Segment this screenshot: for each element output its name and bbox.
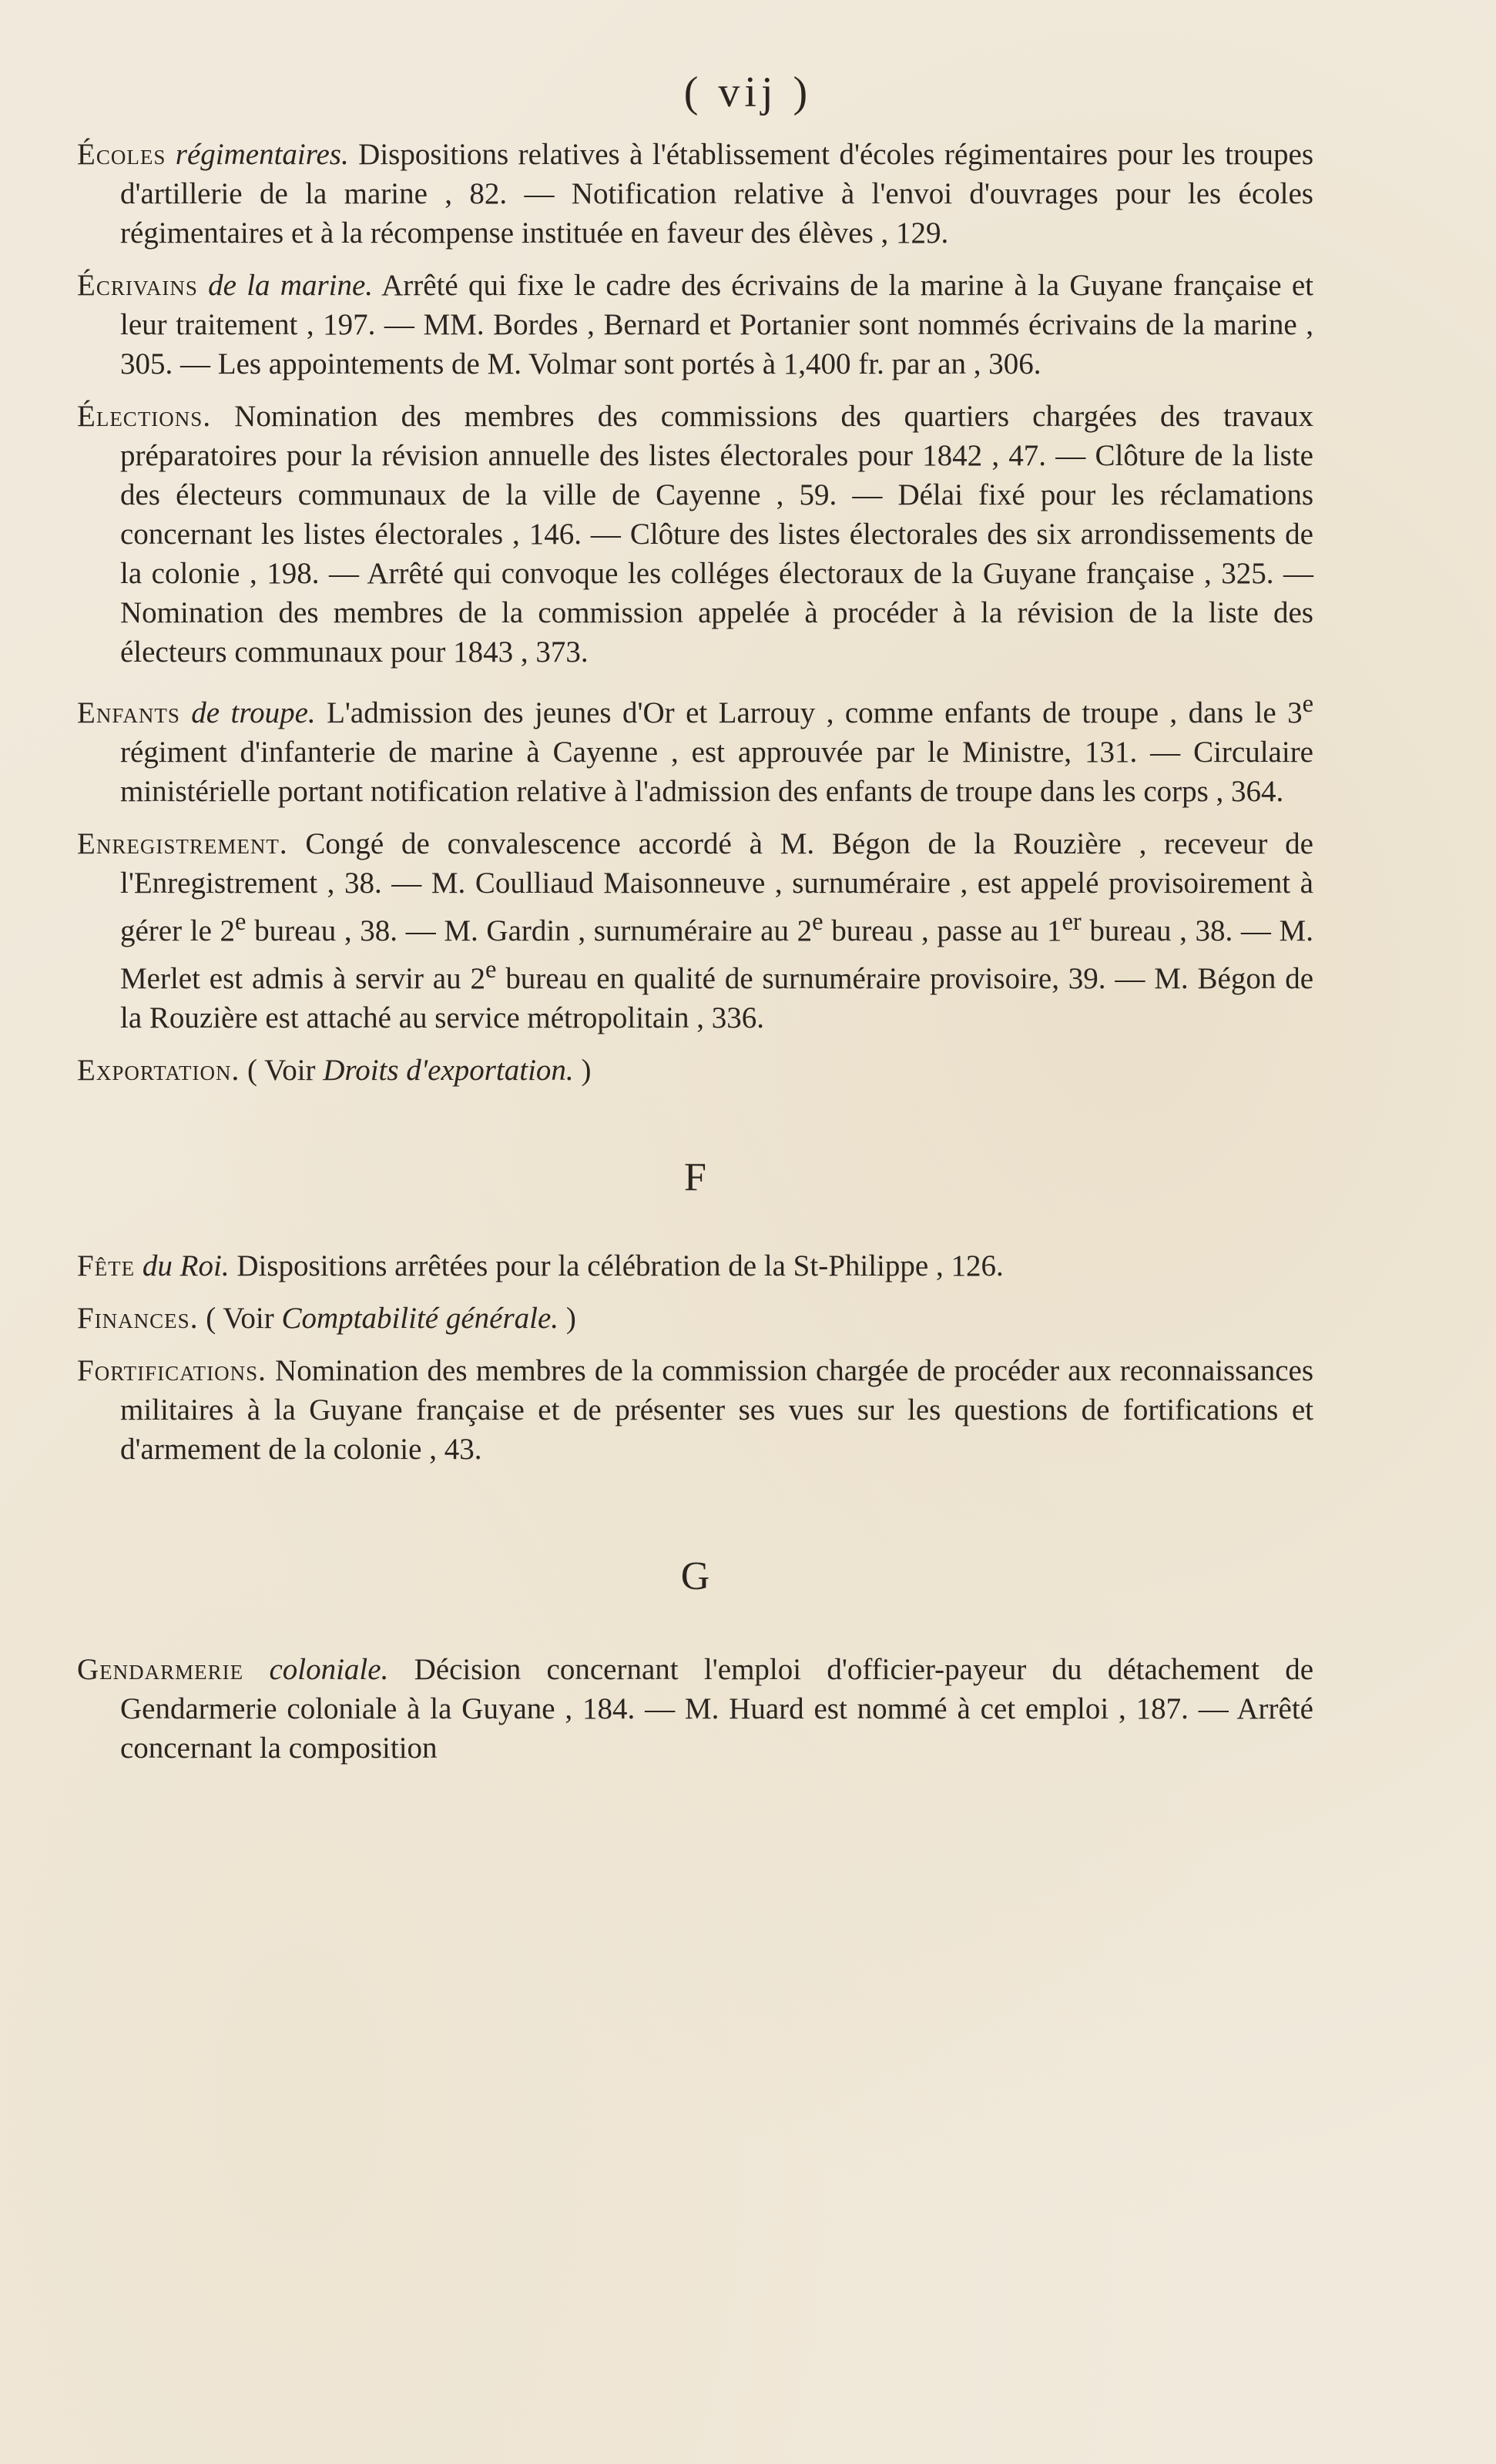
entry-text: Dispositions relatives à l'établissement d'écoles régimentaires pour les troupes d'artillerie de la marine , 82. — Notification relative à l'envoi d'ouvrages pour les écoles régimentaires et à la récompense instituée en faveur des élèves , 129. [120, 138, 1313, 250]
section-letter-g: G [680, 1554, 710, 1598]
page-number: ( vij ) [683, 69, 813, 116]
entry-head-italic: de la marine. [208, 269, 374, 302]
entry-head-italic: de troupe. [191, 696, 316, 729]
entry-head: Finances. [77, 1302, 199, 1335]
entry-text: ( Voir [240, 1054, 324, 1087]
entry-head: Enfants [77, 696, 180, 729]
italic-reference: Comptabilité générale. [281, 1302, 559, 1335]
italic-reference: Droits d'exportation. [323, 1054, 574, 1087]
index-entry [77, 397, 1313, 672]
entry-text: Congé de convalescence accordé à M. Bégon de la Rouzière , receveur de l'Enregistrement , 38. — M. Coulliaud Maisonneuve , surnuméraire , est appelé provisoirement à gérer le 2 [120, 827, 1313, 947]
entry-head-italic: du Roi. [142, 1249, 230, 1282]
entry-text: Nomination des membres des commissions des quartiers chargées des travaux préparatoires pour la révision annuelle des listes électorales pour 1842 , 47. — Clôture de la liste des électeurs communaux de la ville de Cayenne , 59. — Délai fixé pour les réclamations concernant les listes électorales , 146. — Clôture des listes électorales des six arrondissements de la colonie , 198. — Arrêté qui convoque les colléges électoraux de la Guyane française , 325. — Nomination des membres de la commission appelée à procéder à la révision de la liste des électeurs communaux pour 1843 , 373. [120, 400, 1313, 669]
entry-text: Décision concernant l'emploi d'officier-payeur du détachement de Gendarmerie coloniale à la Guyane , 184. — M. Huard est nommé à cet emploi , 187. — Arrêté concernant la composition [120, 1653, 1313, 1765]
index-entry [77, 824, 1313, 1038]
superscript: e [485, 956, 497, 984]
entry-text: bureau en qualité de surnuméraire provisoire, 39. — M. Bégon de la Rouzière est attaché au service métropolitain , 336. [120, 962, 1313, 1034]
index-entry [77, 135, 1313, 253]
index-entry [77, 1351, 1313, 1469]
entry-text: ) [558, 1302, 576, 1335]
entry-text: bureau , 38. — M. Merlet est admis à servir au 2 [120, 914, 1313, 995]
entry-head: Enregistrement. [77, 827, 288, 860]
superscript: e [812, 908, 823, 936]
entry-text: Arrêté qui fixe le cadre des écrivains de la marine à la Guyane française et leur traitement , 197. — MM. Bordes , Bernard et Portanier sont nommés écrivains de la marine , 305. — Les appointements de M. Volmar sont portés à 1,400 fr. par an , 306. [120, 269, 1313, 380]
entry-text: ) [573, 1054, 592, 1087]
entry-text: Nomination des membres de la commission chargée de procéder aux reconnaissances militaires à la Guyane française et de présenter ses vues sur les questions de fortifications et d'armement de la colonie , 43. [120, 1354, 1313, 1466]
index-entry [77, 685, 1313, 811]
entry-head-italic: coloniale. [269, 1653, 389, 1686]
entry-text: L'admission des jeunes d'Or et Larrouy , comme enfants de troupe , dans le 3 [315, 696, 1303, 729]
section-letter-f: F [684, 1155, 706, 1199]
entry-head: Fête [77, 1249, 136, 1282]
index-entry [77, 1650, 1313, 1768]
index-entry [77, 1299, 1313, 1338]
entry-text: bureau , passe au 1 [823, 914, 1062, 947]
index-entry [77, 1246, 1313, 1286]
entry-text: ( Voir [198, 1302, 282, 1335]
superscript: e [235, 908, 247, 936]
entry-head: Fortifications. [77, 1354, 267, 1387]
superscript: er [1062, 908, 1082, 936]
entry-head-italic: régimentaires. [175, 138, 349, 171]
entry-head: Écoles [77, 138, 166, 171]
entry-head: Élections. [77, 400, 212, 433]
entry-head: Écrivains [77, 269, 198, 302]
index-entry [77, 266, 1313, 384]
entry-text: Dispositions arrêtées pour la célébration de la St-Philippe , 126. [229, 1249, 1004, 1282]
entry-text: régiment d'infanterie de marine à Cayenne , est approuvée par le Ministre, 131. — Circulaire ministérielle portant notification relative à l'admission des enfants de troupe dans les corps , 364. [120, 736, 1313, 808]
index-entries [77, 135, 1313, 1781]
entry-text: bureau , 38. — M. Gardin , surnuméraire au 2 [246, 914, 813, 947]
entry-head: Gendarmerie [77, 1653, 244, 1686]
entry-head: Exportation. [77, 1054, 240, 1087]
index-entry [77, 1051, 1313, 1090]
superscript: e [1302, 690, 1314, 718]
